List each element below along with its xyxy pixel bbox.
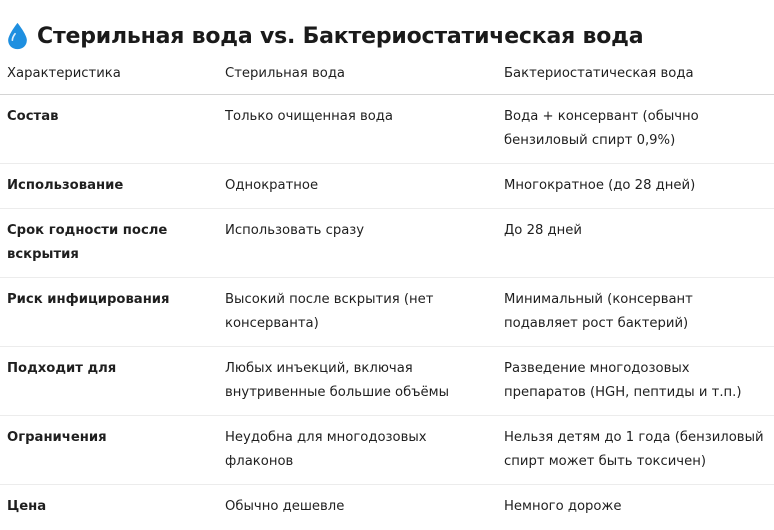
column-header-characteristic: Характеристика xyxy=(0,58,218,95)
bacteriostatic-water-cell: До 28 дней xyxy=(497,209,774,278)
table-row xyxy=(0,485,774,530)
sterile-water-cell: Неудобна для многодозовых флаконов xyxy=(218,416,497,485)
row-label: Цена xyxy=(7,499,47,514)
sterile-water-cell: Однократное xyxy=(218,164,497,209)
table-row xyxy=(0,347,774,416)
table-row xyxy=(0,209,774,278)
bacteriostatic-water-cell: Разведение многодозовых препаратов (HGH, пептиды и т.п.) xyxy=(497,347,774,416)
page-title xyxy=(6,20,643,52)
sterile-water-cell: Использовать сразу xyxy=(218,209,497,278)
sterile-water-cell: Обычно дешевле xyxy=(225,499,345,514)
row-label: Риск инфицирования xyxy=(0,278,218,347)
bacteriostatic-water-cell: Немного дороже xyxy=(504,499,622,514)
row-label: Срок годности после вскрытия xyxy=(0,209,218,278)
sterile-water-cell: Любых инъекций, включая внутривенные большие объёмы xyxy=(218,347,497,416)
bacteriostatic-water-cell: Многократное (до 28 дней) xyxy=(497,164,774,209)
sterile-water-cell: Высокий после вскрытия (нет консерванта) xyxy=(218,278,497,347)
row-label: Ограничения xyxy=(0,416,218,485)
column-header-sterile-water: Стерильная вода xyxy=(218,58,497,95)
page-title-text: Стерильная вода vs. Бактериостатическая вода xyxy=(37,23,644,49)
bacteriostatic-water-cell: Вода + консервант (обычно бензиловый спирт 0,9%) xyxy=(497,95,774,164)
row-label: Состав xyxy=(0,95,218,164)
table-row xyxy=(0,164,774,209)
table-row xyxy=(0,416,774,485)
bacteriostatic-water-cell: Нельзя детям до 1 года (бензиловый спирт может быть токсичен) xyxy=(497,416,774,485)
sterile-water-cell: Только очищенная вода xyxy=(218,95,497,164)
row-label: Подходит для xyxy=(0,347,218,416)
comparison-table xyxy=(0,58,774,529)
table-row xyxy=(0,278,774,347)
column-header-bacteriostatic-water: Бактериостатическая вода xyxy=(497,58,774,95)
table-row xyxy=(0,95,774,164)
bacteriostatic-water-cell: Минимальный (консервант подавляет рост бактерий) xyxy=(497,278,774,347)
row-label: Использование xyxy=(0,164,218,209)
table-header-row xyxy=(0,58,774,95)
water-drop-icon xyxy=(6,22,29,50)
